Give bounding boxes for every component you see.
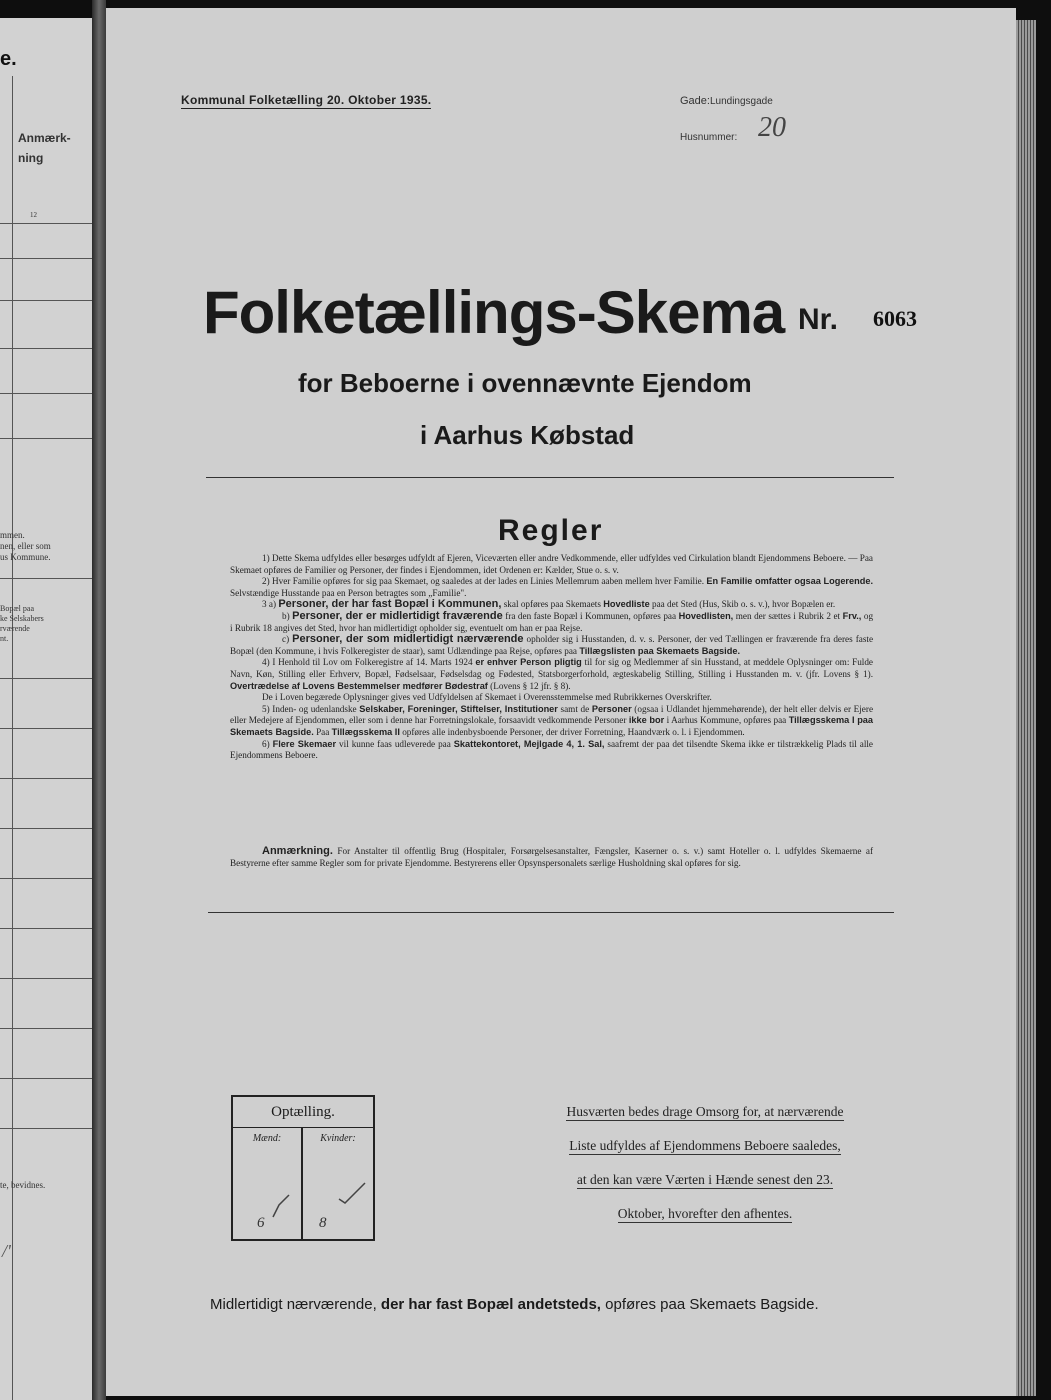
census-header: Kommunal Folketælling 20. Oktober 1935. <box>181 93 432 107</box>
facing-page-rule <box>0 728 92 729</box>
form-title: Folketællings-Skema <box>203 279 785 346</box>
facing-page-rule <box>0 223 92 224</box>
remark <box>230 846 873 869</box>
form-number-value: 6063 <box>873 306 917 331</box>
facing-page-text-fragment: mmen. nen, eller som us Kommune. <box>0 530 51 562</box>
facing-page-rule <box>0 778 92 779</box>
page-edges <box>1016 20 1036 1396</box>
rule-3a: 3 a) Personer, der har fast Bopæl i Kommunen, skal opføres paa Skemaets Hovedliste paa det Sted (Hus, Skib o. s. v.), hvor Bopælen er. <box>262 598 836 611</box>
rule-6: 6) Flere Skemaer vil kunne faas udleverede paa Skattekontoret, Mejlgade 4, 1. Sal, saafremt der paa det tilsendte Skema ikke er tilstrækkelig Plads til alle Ejendommens Beboere. <box>230 738 874 761</box>
rules-text <box>230 553 873 762</box>
remark-label: Anmærkning. <box>262 845 333 857</box>
rules-heading: Regler <box>498 514 604 547</box>
rule-1: 1) Dette Skema udfyldes eller besørges udfyldt af Ejeren, Viceværten eller andre Vedkommende, eller udfyldes ved Cirkulation blandt Ejendommens Beboere. — Paa Skemaet opføres de Familier og Personer, der findes i Ejendommen, idet Ordenen er: Kælder, Stue o. s. v. <box>230 553 873 575</box>
street-field <box>680 95 773 107</box>
notice-line: at den kan være Værten i Hænde senest den 23. <box>576 1172 834 1187</box>
facing-page-rule <box>0 1128 92 1129</box>
facing-page-rule <box>0 300 92 301</box>
remark-text: For Anstalter til offentlig Brug (Hospitaler, Forsørgelsesanstalter, Fængsler, Kaserner o. s. v.) samt Hoteller o. l. udfyldes Skemaerne af Bestyrerne efter samme Regler som for private Ejendomme. Bestyrerens eller Opsynspersonalets særlige Husholdning skal opføres for sig. <box>230 846 874 868</box>
tally-title: Optælling. <box>233 1097 373 1128</box>
facing-page-rule <box>0 828 92 829</box>
rule-2: 2) Hver Familie opføres for sig paa Skemaet, og saaledes at der lades en Linies Mellemrum aaben mellem hver Familie. En Familie omfatter ogsaa Logerende. Selvstændige Husstande paa en Person betragtes som „Familie". <box>230 576 873 598</box>
facing-page-rule <box>0 978 92 979</box>
rule-4-note: De i Loven begærede Oplysninger gives ved Udfyldelsen af Skemaet i Overensstemmelse med Rubrikkernes Overskrifter. <box>262 692 712 703</box>
check-mark-icon <box>337 1181 367 1207</box>
form-subtitle: for Beboerne i ovennævnte Ejendom <box>298 368 752 398</box>
notice-line: Liste udfyldes af Ejendommens Beboere saaledes, <box>569 1138 841 1153</box>
form-number-label: Nr. <box>798 303 839 336</box>
facing-page-rule <box>0 1028 92 1029</box>
facing-page-column-number: 12 <box>30 211 37 219</box>
divider <box>208 912 894 913</box>
tally-women-header: Kvinder: <box>320 1133 356 1144</box>
facing-page-rule <box>0 348 92 349</box>
facing-page-text-fragment: te, bevidnes. <box>0 1180 46 1190</box>
form-location: i Aarhus Købstad <box>420 420 635 450</box>
rule-5: 5) Inden- og udenlandske Selskaber, Foreninger, Stiftelser, Institutioner samt de Personer (ogsaa i Udlandet hjemmehørende), der helt eller delvis er Ejere eller Medejere af Ejendommen, eller som i denne har Forretningslokale, forsaavidt vedkommende Personer ikke bor i Aarhus Kommune, opføres paa Tillægsskema I paa Skemaets Bagside. Paa Tillægsskema II opføres alle indenbysboende Personer, der driver Forretning, Haandværk o. l. i Ejendommen. <box>230 703 874 737</box>
footer-instruction: Midlertidigt nærværende, der har fast Bopæl andetsteds, opføres paa Skemaets Bagside. <box>210 1296 819 1313</box>
rule-3b: b) Personer, der er midlertidigt fraværende fra den faste Bopæl i Kommunen, opføres paa Hovedlisten, men der sættes i Rubrik 2 et Frv., og i Rubrik 18 angives det Sted, hvor han midlertidigt opholder sig, eventuelt om han er paa Rejse. <box>230 609 874 633</box>
facing-page <box>0 18 92 1400</box>
street-value: Lundingsgade <box>709 96 773 107</box>
facing-page-rule <box>0 1078 92 1079</box>
street-label: Gade: <box>680 95 710 107</box>
house-number-value: 20 <box>758 112 786 143</box>
rule-4: 4) I Henhold til Lov om Folkeregistre af 14. Marts 1924 er enhver Person pligtig til for sig og Medlemmer af sin Husstand, at meddele Oplysninger om: Fulde Navn, Køn, Stilling eller Erhverv, Bopæl, Fødselsaar, Fødselsdag og Fødested, Statsborgerforhold, ægteskabelig Stilling, Stilling i Husstanden m. v. (jfr. Lovens § 1). Overtrædelse af Lovens Bestemmelser medfører Bødestraf (Lovens § 12 jfr. § 8). <box>230 657 874 691</box>
facing-page-rule <box>0 678 92 679</box>
tally-box <box>231 1095 375 1241</box>
facing-page-rule <box>0 393 92 394</box>
facing-page-rule <box>0 928 92 929</box>
notice-line: Husværten bedes drage Omsorg for, at nærværende <box>566 1104 844 1119</box>
tally-women-value: 8 <box>319 1215 327 1231</box>
tally-men-header: Mænd: <box>252 1133 282 1144</box>
facing-page-heading: e. <box>0 48 17 70</box>
landlord-notice <box>536 1102 874 1238</box>
facing-page-rule <box>0 878 92 879</box>
facing-page-rule <box>0 258 92 259</box>
facing-page-column-rule <box>12 76 13 1400</box>
facing-page-column-header: Anmærk- ning <box>18 131 71 165</box>
book-gutter <box>92 0 106 1400</box>
facing-page-rule <box>0 578 92 579</box>
facing-page-rule <box>0 438 92 439</box>
divider <box>206 477 894 478</box>
facing-page-text-fragment: Bopæl paa ke Selskabers rværende nt. <box>0 604 44 643</box>
notice-line: Oktober, hvorefter den afhentes. <box>617 1206 793 1221</box>
rule-3c: c) Personer, der som midlertidigt nærværende opholder sig i Husstanden, d. v. s. Personer, der ved Tællingen er fraværende fra deres faste Bopæl (den Kommune, i hvis Folkeregister de staar), samt Udlændinge paa Rejse, opføres paa Tillægslisten paa Skemaets Bagside. <box>230 633 874 656</box>
check-mark-icon <box>271 1191 293 1219</box>
house-number-label: Husnummer: <box>680 132 738 143</box>
tally-men-value: 6 <box>257 1215 265 1231</box>
facing-page-handwriting: /' <box>2 1241 11 1261</box>
